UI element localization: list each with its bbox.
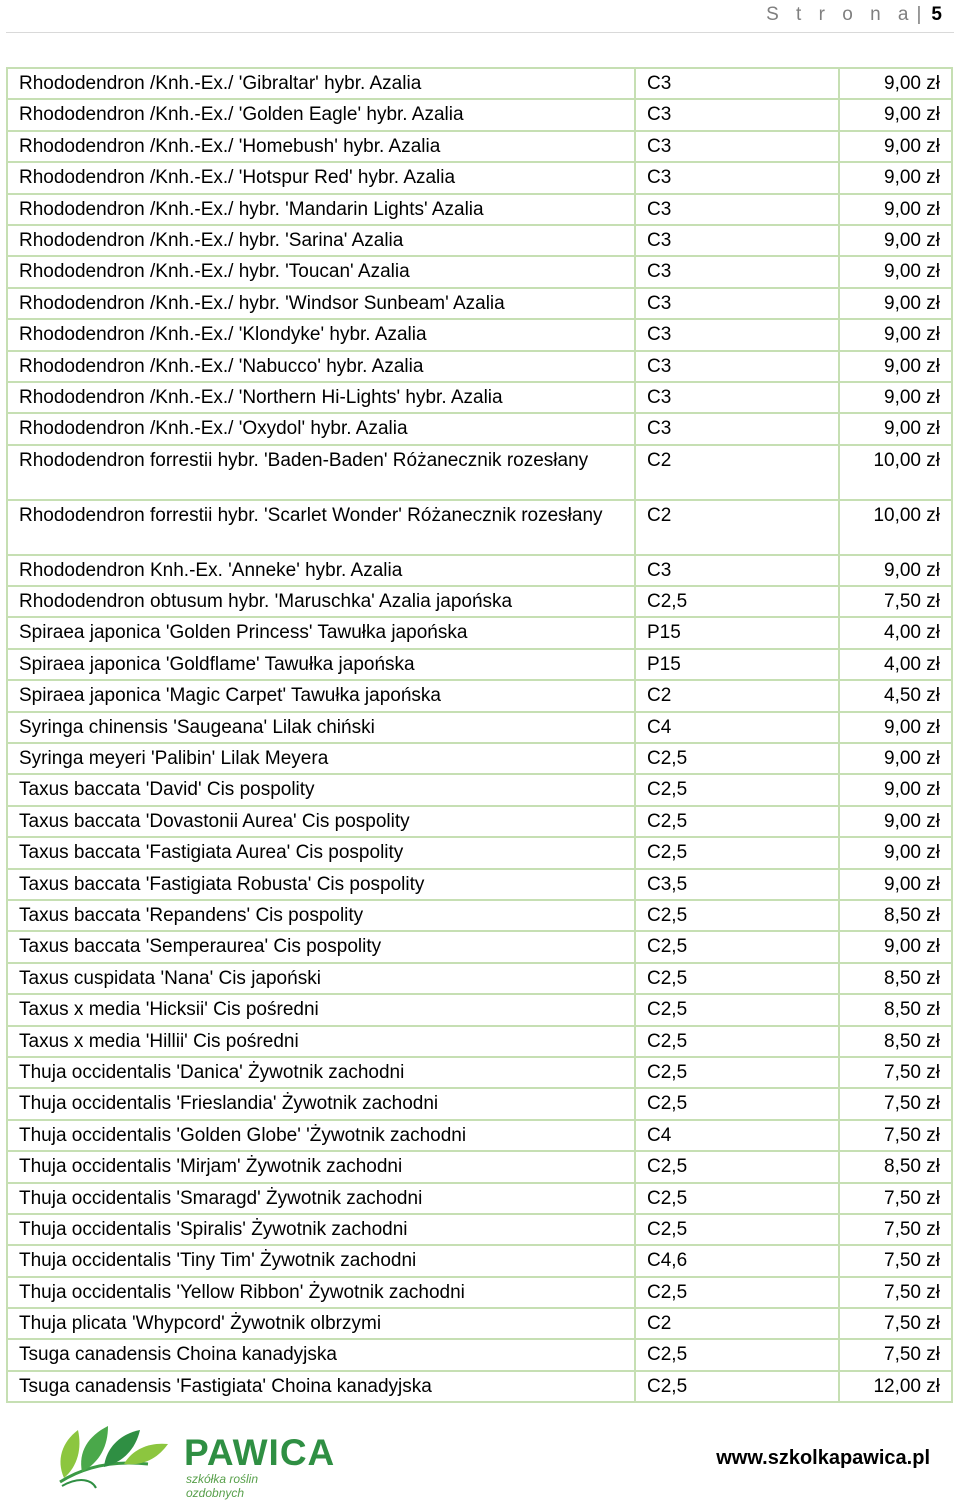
price: 8,50 zł (839, 963, 952, 994)
table-row (7, 586, 952, 617)
price: 7,50 zł (839, 1308, 952, 1339)
website-link[interactable]: www.szkolkapawica.pl (716, 1447, 930, 1469)
plant-name: Rhododendron /Knh.-Ex./ 'Nabucco' hybr. Azalia (7, 351, 635, 382)
logo-tagline: szkółka roślin ozdobnych (186, 1472, 259, 1500)
table-row (7, 712, 952, 743)
pot-size: C2 (635, 500, 839, 555)
plant-name: Rhododendron /Knh.-Ex./ 'Homebush' hybr. Azalia (7, 131, 635, 162)
price: 9,00 zł (839, 931, 952, 962)
price: 10,00 zł (839, 445, 952, 500)
table-row (7, 555, 952, 586)
plant-name: Rhododendron /Knh.-Ex./ 'Oxydol' hybr. Azalia (7, 413, 635, 444)
price: 9,00 zł (839, 319, 952, 350)
pot-size: C2,5 (635, 1339, 839, 1370)
logo-name: PAWICA (184, 1432, 336, 1473)
plant-name: Rhododendron /Knh.-Ex./ hybr. 'Mandarin Lights' Azalia (7, 194, 635, 225)
pot-size: C2,5 (635, 1214, 839, 1245)
table-row (7, 1245, 952, 1276)
price: 9,00 zł (839, 288, 952, 319)
price: 8,50 zł (839, 1026, 952, 1057)
table-row (7, 1057, 952, 1088)
plant-name: Taxus baccata 'Repandens' Cis pospolity (7, 900, 635, 931)
price: 9,00 zł (839, 555, 952, 586)
plant-name: Rhododendron /Knh.-Ex./ 'Gibraltar' hybr. Azalia (7, 68, 635, 99)
plant-name: Spiraea japonica 'Magic Carpet' Tawułka japońska (7, 680, 635, 711)
price: 9,00 zł (839, 774, 952, 805)
pot-size: C2,5 (635, 931, 839, 962)
table-row (7, 1339, 952, 1370)
plant-name: Rhododendron /Knh.-Ex./ 'Northern Hi-Lights' hybr. Azalia (7, 382, 635, 413)
table-row (7, 413, 952, 444)
price: 9,00 zł (839, 869, 952, 900)
price: 9,00 zł (839, 131, 952, 162)
table-row (7, 99, 952, 130)
table-row (7, 1026, 952, 1057)
price: 10,00 zł (839, 500, 952, 555)
table-row (7, 994, 952, 1025)
pot-size: C4 (635, 1120, 839, 1151)
plant-name: Tsuga canadensis 'Fastigiata' Choina kanadyjska (7, 1371, 635, 1402)
plant-name: Taxus baccata 'Fastigiata Robusta' Cis pospolity (7, 869, 635, 900)
table-row (7, 1277, 952, 1308)
price: 9,00 zł (839, 351, 952, 382)
plant-name: Thuja occidentalis 'Yellow Ribbon' Żywotnik zachodni (7, 1277, 635, 1308)
plant-name: Thuja occidentalis 'Danica' Żywotnik zachodni (7, 1057, 635, 1088)
plant-name: Thuja occidentalis 'Frieslandia' Żywotnik zachodni (7, 1088, 635, 1119)
price: 9,00 zł (839, 413, 952, 444)
table-row (7, 680, 952, 711)
pot-size: P15 (635, 617, 839, 648)
price: 8,50 zł (839, 994, 952, 1025)
table-row (7, 900, 952, 931)
price: 7,50 zł (839, 1339, 952, 1370)
plant-name: Rhododendron /Knh.-Ex./ hybr. 'Windsor Sunbeam' Azalia (7, 288, 635, 319)
price: 7,50 zł (839, 1277, 952, 1308)
pot-size: C2,5 (635, 806, 839, 837)
table-row (7, 1214, 952, 1245)
plant-name: Rhododendron Knh.-Ex. 'Anneke' hybr. Azalia (7, 555, 635, 586)
plant-name: Rhododendron /Knh.-Ex./ 'Golden Eagle' hybr. Azalia (7, 99, 635, 130)
pot-size: C2 (635, 1308, 839, 1339)
pot-size: C3 (635, 194, 839, 225)
price: 9,00 zł (839, 712, 952, 743)
table-row (7, 743, 952, 774)
pot-size: C3 (635, 68, 839, 99)
table-row (7, 869, 952, 900)
price: 4,00 zł (839, 617, 952, 648)
pot-size: C3 (635, 99, 839, 130)
price: 7,50 zł (839, 1120, 952, 1151)
price: 9,00 zł (839, 194, 952, 225)
pot-size: C2,5 (635, 837, 839, 868)
plant-name: Taxus baccata 'David' Cis pospolity (7, 774, 635, 805)
table-row (7, 931, 952, 962)
price: 9,00 zł (839, 743, 952, 774)
price: 7,50 zł (839, 1088, 952, 1119)
table-row (7, 649, 952, 680)
table-row (7, 617, 952, 648)
plant-name: Rhododendron forrestii hybr. 'Scarlet Wonder' Różanecznik rozesłany (7, 500, 635, 555)
plant-name: Spiraea japonica 'Golden Princess' Tawułka japońska (7, 617, 635, 648)
pot-size: C2,5 (635, 1277, 839, 1308)
price: 7,50 zł (839, 1057, 952, 1088)
plant-name: Thuja occidentalis 'Smaragd' Żywotnik zachodni (7, 1183, 635, 1214)
pot-size: C2,5 (635, 963, 839, 994)
pot-size: C2 (635, 445, 839, 500)
plant-name: Taxus cuspidata 'Nana' Cis japoński (7, 963, 635, 994)
plant-name: Tsuga canadensis Choina kanadyjska (7, 1339, 635, 1370)
plant-name: Taxus x media 'Hillii' Cis pośredni (7, 1026, 635, 1057)
table-row (7, 1151, 952, 1182)
pot-size: C2,5 (635, 774, 839, 805)
price: 4,00 zł (839, 649, 952, 680)
plant-name: Rhododendron /Knh.-Ex./ 'Klondyke' hybr. Azalia (7, 319, 635, 350)
pot-size: C2,5 (635, 586, 839, 617)
page-number: 5 (931, 4, 942, 25)
table-row (7, 225, 952, 256)
pot-size: C3 (635, 382, 839, 413)
table-row (7, 256, 952, 287)
pot-size: C2,5 (635, 1151, 839, 1182)
price: 8,50 zł (839, 900, 952, 931)
plant-name: Thuja occidentalis 'Tiny Tim' Żywotnik zachodni (7, 1245, 635, 1276)
table-row (7, 131, 952, 162)
plant-name: Rhododendron forrestii hybr. 'Baden-Baden' Różanecznik rozesłany (7, 445, 635, 500)
pot-size: C3,5 (635, 869, 839, 900)
leaf-logo-icon (52, 1420, 182, 1490)
plant-name: Rhododendron obtusum hybr. 'Maruschka' Azalia japońska (7, 586, 635, 617)
header-divider (6, 32, 954, 33)
table-row (7, 837, 952, 868)
price: 9,00 zł (839, 837, 952, 868)
price: 8,50 zł (839, 1151, 952, 1182)
price: 9,00 zł (839, 256, 952, 287)
pot-size: C3 (635, 256, 839, 287)
plant-name: Rhododendron /Knh.-Ex./ 'Hotspur Red' hybr. Azalia (7, 162, 635, 193)
pot-size: C3 (635, 131, 839, 162)
pawica-logo (52, 1420, 336, 1500)
pot-size: C2 (635, 680, 839, 711)
plant-name: Taxus baccata 'Dovastonii Aurea' Cis pospolity (7, 806, 635, 837)
page-header (766, 0, 942, 26)
table-row (7, 162, 952, 193)
price: 7,50 zł (839, 1183, 952, 1214)
price: 7,50 zł (839, 1214, 952, 1245)
pot-size: C3 (635, 351, 839, 382)
pot-size: P15 (635, 649, 839, 680)
plant-name: Taxus x media 'Hicksii' Cis pośredni (7, 994, 635, 1025)
pot-size: C3 (635, 288, 839, 319)
table-row (7, 774, 952, 805)
plant-name: Thuja plicata 'Whypcord' Żywotnik olbrzymi (7, 1308, 635, 1339)
plant-name: Thuja occidentalis 'Spiralis' Żywotnik zachodni (7, 1214, 635, 1245)
pot-size: C4,6 (635, 1245, 839, 1276)
price: 9,00 zł (839, 68, 952, 99)
plant-name: Taxus baccata 'Semperaurea' Cis pospolity (7, 931, 635, 962)
pot-size: C3 (635, 162, 839, 193)
pot-size: C2,5 (635, 994, 839, 1025)
pot-size: C3 (635, 413, 839, 444)
table-row (7, 1088, 952, 1119)
pot-size: C3 (635, 555, 839, 586)
pot-size: C2,5 (635, 1057, 839, 1088)
plant-name: Syringa meyeri 'Palibin' Lilak Meyera (7, 743, 635, 774)
table-row (7, 963, 952, 994)
pot-size: C3 (635, 225, 839, 256)
plant-name: Rhododendron /Knh.-Ex./ hybr. 'Sarina' Azalia (7, 225, 635, 256)
table-row (7, 1120, 952, 1151)
page-label: S t r o n a (766, 4, 915, 25)
table-row (7, 1308, 952, 1339)
price: 4,50 zł (839, 680, 952, 711)
table-row (7, 1371, 952, 1402)
pot-size: C2,5 (635, 900, 839, 931)
table-row (7, 351, 952, 382)
price: 12,00 zł (839, 1371, 952, 1402)
pot-size: C2,5 (635, 743, 839, 774)
pot-size: C2,5 (635, 1088, 839, 1119)
price: 9,00 zł (839, 99, 952, 130)
table-row (7, 194, 952, 225)
price: 9,00 zł (839, 806, 952, 837)
table-row (7, 1183, 952, 1214)
table-row (7, 319, 952, 350)
table-row (7, 806, 952, 837)
plant-name: Spiraea japonica 'Goldflame' Tawułka japońska (7, 649, 635, 680)
page-separator: | (916, 4, 922, 25)
plant-name: Taxus baccata 'Fastigiata Aurea' Cis pospolity (7, 837, 635, 868)
price: 7,50 zł (839, 586, 952, 617)
pot-size: C2,5 (635, 1183, 839, 1214)
price: 9,00 zł (839, 162, 952, 193)
table-row (7, 68, 952, 99)
table-row (7, 445, 952, 500)
table-row (7, 382, 952, 413)
pot-size: C2,5 (635, 1371, 839, 1402)
price: 7,50 zł (839, 1245, 952, 1276)
plant-name: Syringa chinensis 'Saugeana' Lilak chiński (7, 712, 635, 743)
table-row (7, 288, 952, 319)
price-table (6, 67, 953, 1403)
plant-name: Thuja occidentalis 'Golden Globe' 'Żywotnik zachodni (7, 1120, 635, 1151)
price: 9,00 zł (839, 382, 952, 413)
table-row (7, 500, 952, 555)
pot-size: C4 (635, 712, 839, 743)
pot-size: C3 (635, 319, 839, 350)
plant-name: Rhododendron /Knh.-Ex./ hybr. 'Toucan' Azalia (7, 256, 635, 287)
plant-name: Thuja occidentalis 'Mirjam' Żywotnik zachodni (7, 1151, 635, 1182)
pot-size: C2,5 (635, 1026, 839, 1057)
price: 9,00 zł (839, 225, 952, 256)
